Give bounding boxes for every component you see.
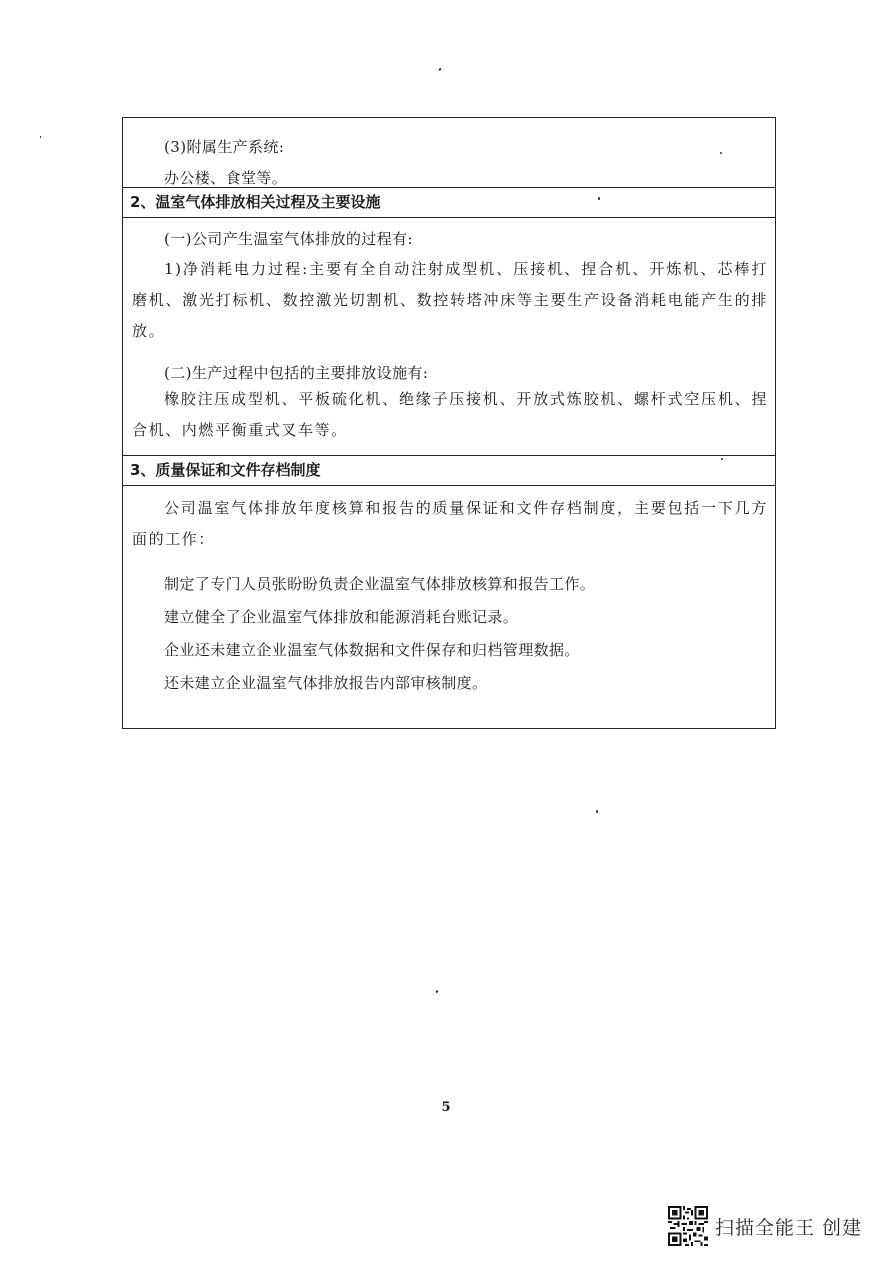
section2-item2: 橡胶注压成型机、平板硫化机、绝缘子压接机、开放式炼胶机、螺杆式空压机、捏合机、内燃平衡重式叉车等。 [132, 390, 768, 439]
section1-text: 办公楼、食堂等。 [164, 169, 288, 187]
section3-heading: 3、质量保证和文件存档制度 [123, 455, 775, 486]
section2-heading: 2、温室气体排放相关过程及主要设施 [123, 187, 775, 218]
scan-speck [720, 152, 722, 154]
scan-speck [721, 458, 723, 460]
qr-code-icon [668, 1206, 708, 1246]
section3-line-4: 还未建立企业温室气体排放报告内部审核制度。 [164, 674, 488, 692]
scan-speck [435, 990, 438, 994]
scan-speck [596, 810, 598, 813]
section3-line-1: 制定了专门人员张盼盼负责企业温室气体排放核算和报告工作。 [164, 575, 596, 593]
section3-line-3: 企业还未建立企业温室气体数据和文件保存和归档管理数据。 [164, 641, 580, 659]
section2-item1: 1)净消耗电力过程:主要有全自动注射成型机、压接机、捏合机、开炼机、芯棒打磨机、激光打标机、数控激光切割机、数控转塔冲床等主要生产设备消耗电能产生的排放。 [132, 260, 768, 340]
scan-speck [598, 197, 600, 200]
scan-speck [438, 68, 441, 72]
watermark-text: 扫描全能王 创建 [715, 1216, 863, 1239]
section2-sub2: (二)生产过程中包括的主要排放设施有: [164, 364, 429, 382]
document-table [122, 117, 776, 729]
section3-intro: 公司温室气体排放年度核算和报告的质量保证和文件存档制度，主要包括一下几方面的工作： [132, 499, 768, 548]
section3-line-2: 建立健全了企业温室气体排放和能源消耗台账记录。 [164, 608, 519, 626]
page-number: 5 [441, 1100, 451, 1115]
section2-sub1: (一)公司产生温室气体排放的过程有: [164, 230, 413, 248]
scanner-watermark [668, 1206, 862, 1246]
scan-speck [40, 136, 41, 138]
section1-subheading: (3)附属生产系统: [164, 138, 285, 156]
